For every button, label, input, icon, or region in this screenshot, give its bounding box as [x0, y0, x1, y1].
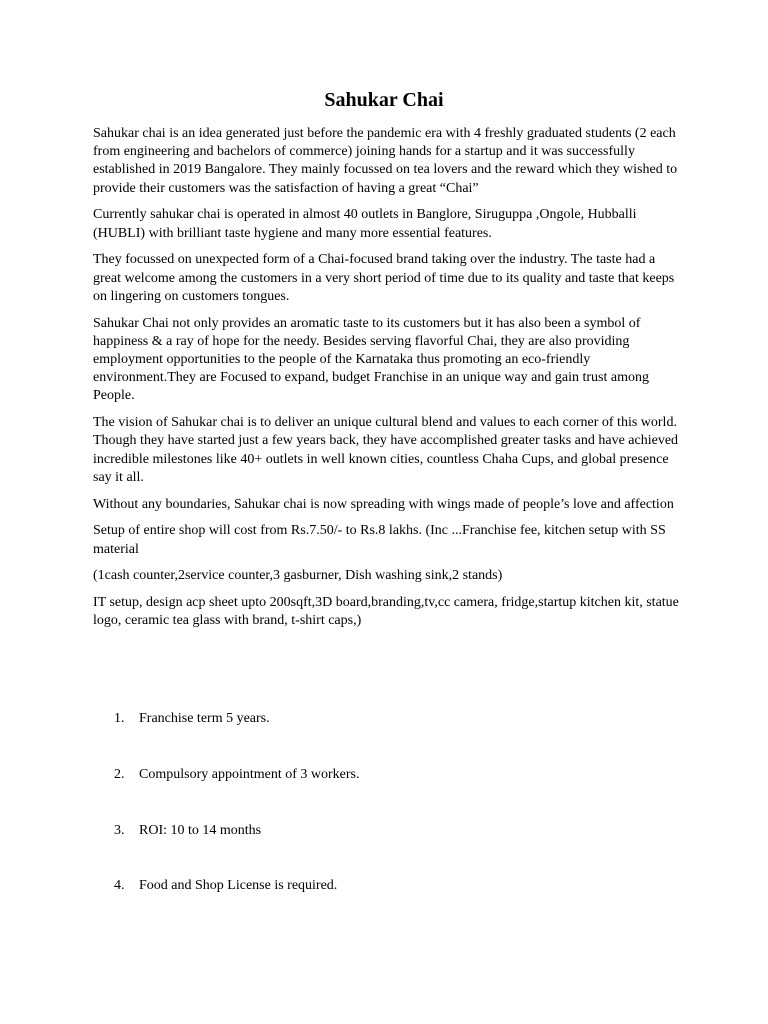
- list-item-number: 3.: [114, 823, 125, 838]
- list-item-text: Compulsory appointment of 3 workers.: [139, 767, 360, 782]
- paragraph-outlets: Currently sahukar chai is operated in almost 40 outlets in Banglore, Siruguppa ,Ongole, Hubballi (HUBLI) with brilliant taste hygiene and many more essential features.: [93, 207, 637, 241]
- paragraph-brand-focus: They focussed on unexpected form of a Chai-focused brand taking over the industry. The taste had a great welcome among the customers in a very short period of time due to its quality and taste that keeps on lingering on customers tongues.: [93, 252, 675, 304]
- list-item: [114, 710, 674, 728]
- paragraph-values: Sahukar Chai not only provides an aromatic taste to its customers but it has also been a symbol of happiness & a ray of hope for the needy. Besides serving flavorful Chai, they are also providing employment opportunities to the people of the Karnataka thus promoting an eco-friendly environment.They are Focused to expand, budget Franchise in an unique way and gain trust among People.: [93, 315, 649, 404]
- document-body: [93, 125, 683, 639]
- list-item: [114, 766, 674, 784]
- paragraph-counters: (1cash counter,2service counter,3 gasburner, Dish washing sink,2 stands): [93, 568, 503, 584]
- list-item: [114, 822, 674, 840]
- list-item: [114, 877, 674, 895]
- page-title: Sahukar Chai: [324, 89, 444, 111]
- paragraph-setup-cost: Setup of entire shop will cost from Rs.7.50/- to Rs.8 lakhs. (Inc ...Franchise fee, kitchen setup with SS material: [93, 523, 666, 557]
- paragraph-origin: Sahukar chai is an idea generated just before the pandemic era with 4 freshly graduated students (2 each from engineering and bachelors of commerce) joining hands for a startup and it was successfully established in 2019 Bangalore. They mainly focussed on tea lovers and the reward which they wished to provide their customers was the satisfaction of having a great “Chai”: [93, 126, 678, 196]
- list-item-number: 2.: [114, 767, 125, 782]
- paragraph-vision: The vision of Sahukar chai is to deliver an unique cultural blend and values to each corner of this world. Though they have started just a few years back, they have accomplished greater tasks and have achieved incredible milestones like 40+ outlets in well known cities, countless Chaha Cups, and global presence say it all.: [93, 415, 679, 485]
- paragraph-it-setup: IT setup, design acp sheet upto 200sqft,3D board,branding,tv,cc camera, fridge,startup kitchen kit, statue logo, ceramic tea glass with brand, t-shirt caps,): [93, 595, 679, 629]
- list-item-text: ROI: 10 to 14 months: [139, 823, 262, 838]
- list-item-text: Franchise term 5 years.: [139, 711, 270, 726]
- list-item-number: 4.: [114, 878, 125, 893]
- paragraph-spreading: Without any boundaries, Sahukar chai is now spreading with wings made of people’s love and affection: [93, 496, 674, 512]
- list-item-number: 1.: [114, 711, 125, 726]
- list-item-text: Food and Shop License is required.: [139, 878, 338, 893]
